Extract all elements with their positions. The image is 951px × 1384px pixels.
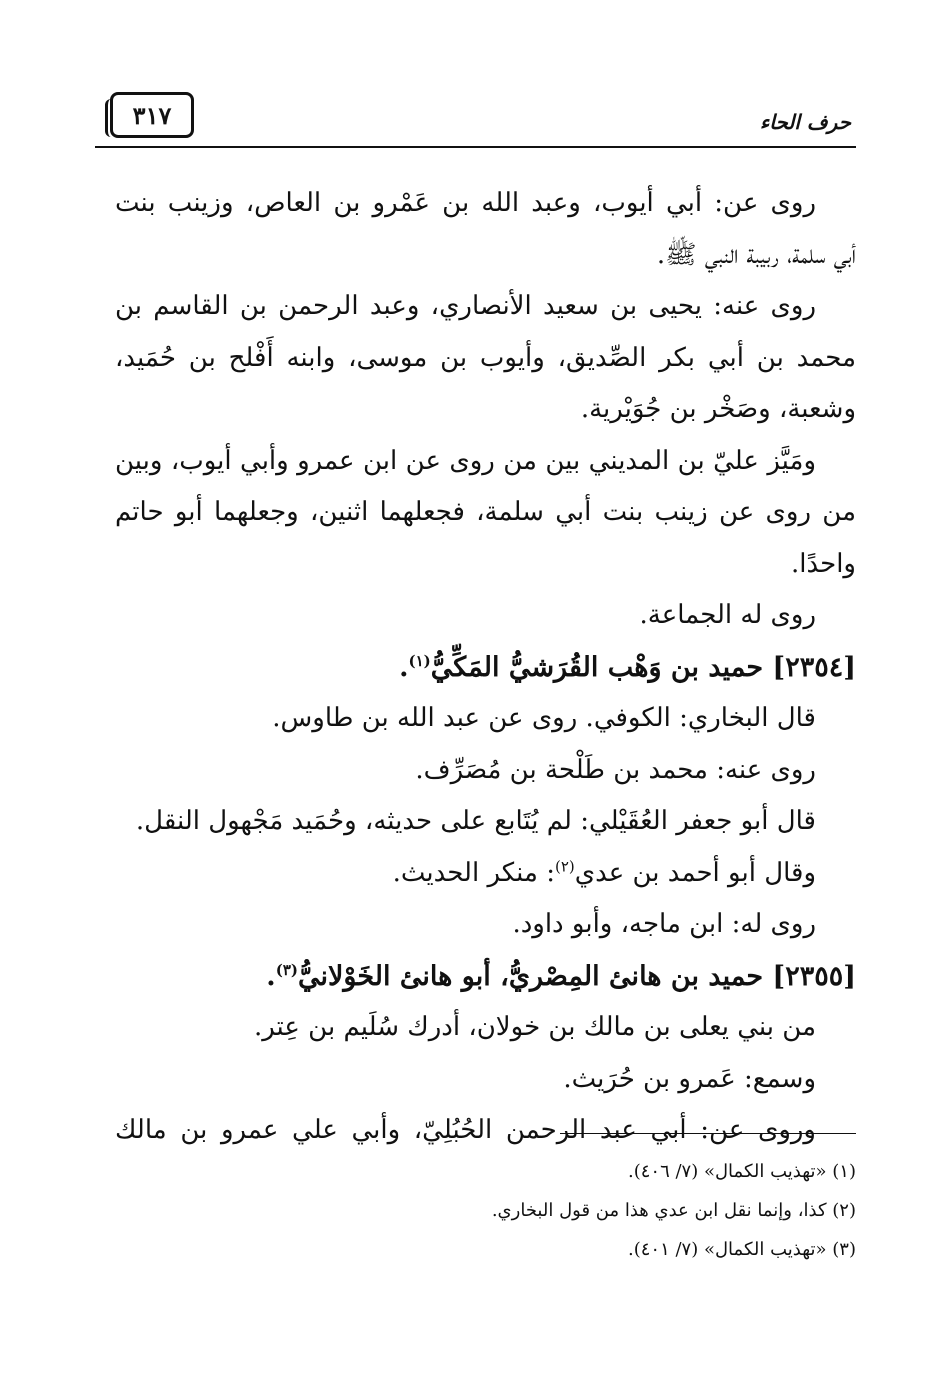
text-line: [115, 848, 856, 900]
footnote-separator: [560, 1133, 856, 1134]
line-text: روى له الجماعة.: [639, 600, 816, 630]
line-text: روى عنه: يحيى بن سعيد الأنصاري، وعبد الرحمن بن القاسم بن: [115, 291, 816, 321]
page-number-text: ٣١٧: [132, 100, 172, 130]
text-line: [115, 333, 856, 385]
line-text: روى عن: أبي أيوب، وعبد الله بن عَمْرو بن العاص، وزينب بنت: [115, 188, 816, 218]
line-text-tail: : منكر الحديث.: [392, 857, 555, 888]
line-text: أبي سلمة، ربيبة النبي ﷺ.: [656, 239, 856, 270]
footnote-ref: (٣): [275, 960, 298, 979]
footnotes: [150, 1152, 856, 1269]
footnote: (٣) «تهذيب الكمال» (٧/ ٤٠١).: [627, 1239, 856, 1260]
text-line: [115, 899, 856, 951]
line-text: وروى عن: أبي عبد الرحمن الحُبُلِيّ، وأبي علي عمرو بن مالك: [115, 1115, 816, 1145]
text-line: [115, 1002, 856, 1054]
text-line: [115, 436, 856, 488]
text-line: [115, 745, 856, 797]
text-line: [115, 230, 856, 282]
line-text: قال أبو جعفر العُقَيْلي: لم يُتَابع على حديثه، وحُمَيد مَجْهول النقل.: [135, 806, 816, 836]
line-text: وقال أبو أحمد بن عدي: [574, 857, 816, 888]
footnote: (١) «تهذيب الكمال» (٧/ ٤٠٦).: [627, 1161, 856, 1182]
header-rule: [95, 146, 856, 148]
line-text: محمد بن أبي بكر الصِّديق، وأيوب بن موسى، وابنه أَفْلح بن حُمَيد،: [115, 342, 856, 373]
line-text-tail: .: [399, 651, 409, 683]
text-line: [115, 796, 856, 848]
line-text: واحدًا.: [791, 548, 856, 579]
text-line: [115, 539, 856, 591]
text-line: [115, 693, 856, 745]
text-line: [115, 1105, 856, 1157]
text-line: [115, 590, 856, 642]
footnote-ref: (١): [408, 651, 431, 670]
line-text: وسمع: عَمرو بن حُرَيث.: [563, 1063, 816, 1094]
line-text: [٢٣٥٥] حميد بن هانئ المِصْريُّ، أبو هانئ الخَوْلانيُّ: [297, 960, 856, 992]
line-text: من روى عن زينب بنت أبي سلمة، فجعلهما اثنين، وجعلهما أبو حاتم: [115, 497, 856, 527]
text-line: [115, 384, 856, 436]
entry-heading: [115, 951, 856, 1003]
line-text: روى عنه: محمد بن طَلْحة بن مُصَرِّف.: [415, 754, 816, 785]
entry-heading: [115, 642, 856, 694]
footnote-ref: (٢): [554, 856, 575, 875]
line-text: من بني يعلى بن مالك بن خولان، أدرك سُلَيم بن عِتر.: [253, 1012, 816, 1042]
text-line: [115, 281, 856, 333]
line-text: [٢٣٥٤] حميد بن وَهْب القُرَشيُّ المَكِّيُّ: [430, 651, 856, 683]
running-header-title: حرف الحاء: [759, 110, 851, 134]
line-text-tail: .: [266, 960, 276, 992]
page-number: [110, 92, 194, 138]
line-text: وشعبة، وصَخْر بن جُوَيْرية.: [580, 394, 856, 424]
main-text: [115, 178, 856, 1157]
footnote: (٢) كذا، وإنما نقل ابن عدي هذا من قول البخاري.: [491, 1200, 856, 1221]
text-line: [115, 487, 856, 539]
line-text: روى له: ابن ماجه، وأبو داود.: [512, 909, 816, 939]
text-line: [115, 1054, 856, 1106]
line-text: قال البخاري: الكوفي. روى عن عبد الله بن طاوس.: [272, 703, 816, 733]
line-text: ومَيَّز عليّ بن المديني بين من روى عن ابن عمرو وأبي أيوب، وبين: [115, 445, 816, 476]
text-line: [115, 178, 856, 230]
